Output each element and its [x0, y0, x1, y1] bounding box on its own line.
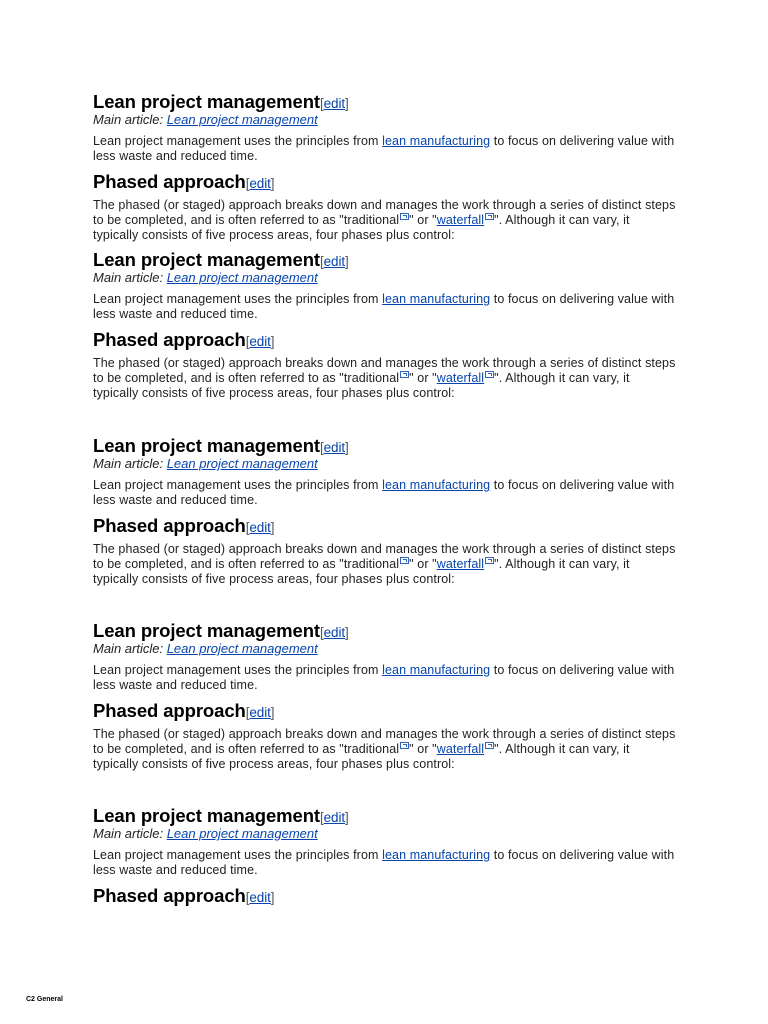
heading-lean-project-management: Lean project management[edit] [93, 620, 349, 641]
traditional-text: traditional [343, 742, 400, 756]
edit-section: [edit] [319, 254, 349, 269]
edit-link[interactable]: edit [249, 890, 271, 905]
phased-paragraph: The phased (or staged) approach breaks down and manages the work through a series of distinct steps to be completed, and is often referred to as "traditional " or "waterfall ". Although it can vary, it typically consists of five process areas, four phases plus control: [93, 198, 676, 242]
heading-lean-project-management: Lean project management[edit] [93, 435, 349, 456]
phased-paragraph: The phased (or staged) approach breaks down and manages the work through a series of distinct steps to be completed, and is often referred to as "traditional " or "waterfall ". Although it can vary, it typically consists of five process areas, four phases plus control: [93, 542, 676, 586]
external-link-icon[interactable] [485, 557, 494, 564]
edit-section: [edit] [245, 705, 275, 720]
edit-section: [edit] [319, 96, 349, 111]
external-link-icon[interactable] [400, 213, 409, 220]
waterfall-link[interactable]: waterfall [436, 213, 485, 227]
edit-section: [edit] [245, 520, 275, 535]
edit-link[interactable]: edit [249, 176, 271, 191]
lean-paragraph: Lean project management uses the principles from lean manufacturing to focus on delivering value with less waste and reduced time. [93, 292, 675, 321]
lean-manufacturing-link[interactable]: lean manufacturing [382, 848, 491, 862]
edit-section: [edit] [319, 625, 349, 640]
phased-paragraph: The phased (or staged) approach breaks down and manages the work through a series of distinct steps to be completed, and is often referred to as "traditional " or "waterfall ". Although it can vary, it typically consists of five process areas, four phases plus control: [93, 727, 676, 771]
main-article-link[interactable]: Lean project management [166, 826, 318, 841]
edit-link[interactable]: edit [249, 520, 271, 535]
edit-section: [edit] [245, 176, 275, 191]
edit-link[interactable]: edit [323, 625, 345, 640]
edit-section: [edit] [319, 440, 349, 455]
heading-phased-approach: Phased approach[edit] [93, 171, 275, 192]
traditional-text: traditional [343, 557, 400, 571]
external-link-icon[interactable] [485, 371, 494, 378]
heading-phased-approach: Phased approach[edit] [93, 329, 275, 350]
edit-link[interactable]: edit [249, 334, 271, 349]
traditional-text: traditional [343, 371, 400, 385]
lean-paragraph: Lean project management uses the principles from lean manufacturing to focus on delivering value with less waste and reduced time. [93, 663, 675, 692]
main-article-note: Main article: Lean project management [93, 641, 318, 656]
waterfall-link[interactable]: waterfall [436, 557, 485, 571]
external-link-icon[interactable] [400, 742, 409, 749]
lean-manufacturing-link[interactable]: lean manufacturing [382, 478, 491, 492]
main-article-link[interactable]: Lean project management [166, 456, 318, 471]
main-article-note: Main article: Lean project management [93, 826, 318, 841]
edit-link[interactable]: edit [323, 810, 345, 825]
heading-lean-project-management: Lean project management[edit] [93, 249, 349, 270]
external-link-icon[interactable] [400, 557, 409, 564]
waterfall-link[interactable]: waterfall [436, 742, 485, 756]
main-article-note: Main article: Lean project management [93, 456, 318, 471]
main-article-note: Main article: Lean project management [93, 270, 318, 285]
main-article-link[interactable]: Lean project management [166, 641, 318, 656]
lean-manufacturing-link[interactable]: lean manufacturing [382, 663, 491, 677]
external-link-icon[interactable] [485, 213, 494, 220]
lean-manufacturing-link[interactable]: lean manufacturing [382, 292, 491, 306]
lean-paragraph: Lean project management uses the principles from lean manufacturing to focus on delivering value with less waste and reduced time. [93, 478, 675, 507]
heading-phased-approach: Phased approach[edit] [93, 885, 275, 906]
lean-manufacturing-link[interactable]: lean manufacturing [382, 134, 491, 148]
heading-lean-project-management: Lean project management[edit] [93, 91, 349, 112]
main-article-link[interactable]: Lean project management [166, 112, 318, 127]
lean-paragraph: Lean project management uses the principles from lean manufacturing to focus on delivering value with less waste and reduced time. [93, 848, 675, 877]
main-article-note: Main article: Lean project management [93, 112, 318, 127]
heading-phased-approach: Phased approach[edit] [93, 515, 275, 536]
waterfall-link[interactable]: waterfall [436, 371, 485, 385]
traditional-text: traditional [343, 213, 400, 227]
external-link-icon[interactable] [400, 371, 409, 378]
edit-link[interactable]: edit [323, 254, 345, 269]
phased-paragraph: The phased (or staged) approach breaks down and manages the work through a series of distinct steps to be completed, and is often referred to as "traditional " or "waterfall ". Although it can vary, it typically consists of five process areas, four phases plus control: [93, 356, 676, 400]
heading-phased-approach: Phased approach[edit] [93, 700, 275, 721]
external-link-icon[interactable] [485, 742, 494, 749]
edit-link[interactable]: edit [249, 705, 271, 720]
edit-section: [edit] [245, 334, 275, 349]
edit-link[interactable]: edit [323, 96, 345, 111]
edit-section: [edit] [245, 890, 275, 905]
heading-lean-project-management: Lean project management[edit] [93, 805, 349, 826]
classification-label: C2 General [26, 996, 63, 1003]
edit-link[interactable]: edit [323, 440, 345, 455]
edit-section: [edit] [319, 810, 349, 825]
lean-paragraph: Lean project management uses the principles from lean manufacturing to focus on delivering value with less waste and reduced time. [93, 134, 675, 163]
main-article-link[interactable]: Lean project management [166, 270, 318, 285]
